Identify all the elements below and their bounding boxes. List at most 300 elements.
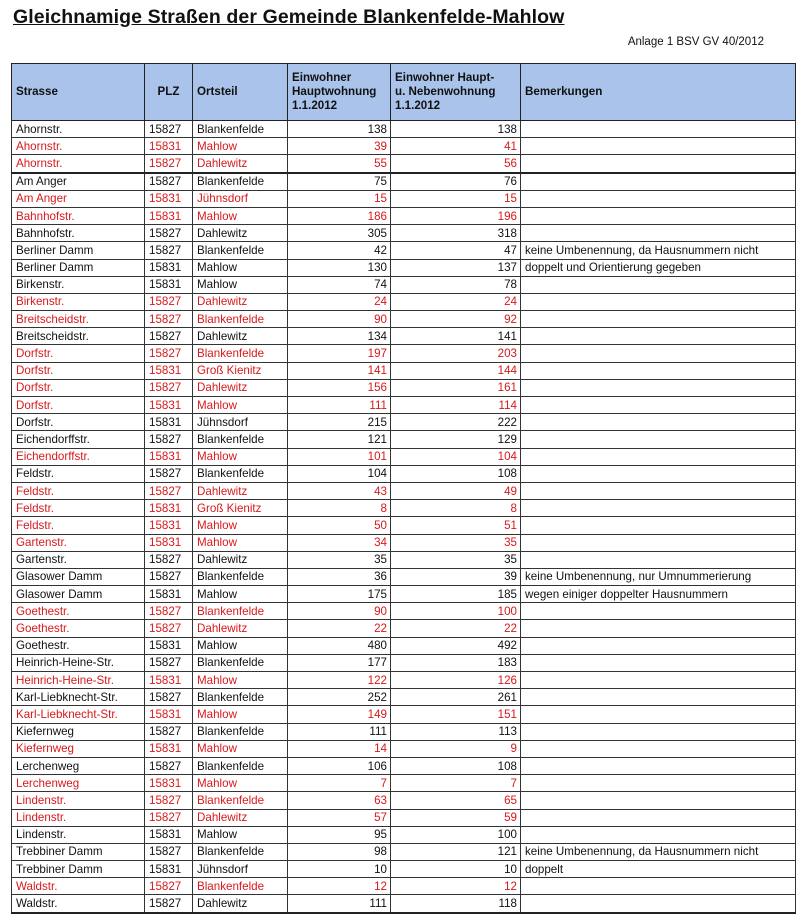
cell-street: Breitscheidstr.: [12, 311, 145, 328]
cell-total-residents: 49: [391, 482, 521, 499]
cell-district: Blankenfelde: [193, 121, 288, 138]
table-row: [12, 603, 796, 620]
cell-plz: 15831: [145, 500, 193, 517]
table-row: [12, 414, 796, 431]
cell-district: Mahlow: [193, 397, 288, 414]
cell-remarks: [521, 121, 796, 138]
cell-plz: 15827: [145, 654, 193, 671]
cell-plz: 15831: [145, 534, 193, 551]
cell-remarks: [521, 878, 796, 895]
cell-total-residents: 56: [391, 155, 521, 173]
table-row: [12, 861, 796, 878]
cell-total-residents: 92: [391, 311, 521, 328]
cell-street: Heinrich-Heine-Str.: [12, 654, 145, 671]
cell-district: Dahlewitz: [193, 895, 288, 913]
table-row: [12, 276, 796, 293]
cell-main-residents: 106: [288, 757, 391, 774]
cell-main-residents: 35: [288, 551, 391, 568]
column-header-plz: PLZ: [145, 64, 193, 121]
cell-street: Dorfstr.: [12, 379, 145, 396]
cell-street: Bahnhofstr.: [12, 225, 145, 242]
cell-main-residents: 42: [288, 242, 391, 259]
cell-plz: 15831: [145, 207, 193, 224]
cell-district: Mahlow: [193, 276, 288, 293]
cell-main-residents: 57: [288, 809, 391, 826]
cell-remarks: [521, 414, 796, 431]
cell-plz: 15831: [145, 448, 193, 465]
table-row: [12, 379, 796, 396]
cell-street: Dorfstr.: [12, 362, 145, 379]
cell-main-residents: 111: [288, 723, 391, 740]
cell-remarks: [521, 603, 796, 620]
cell-total-residents: 222: [391, 414, 521, 431]
cell-main-residents: 15: [288, 190, 391, 207]
cell-district: Blankenfelde: [193, 689, 288, 706]
cell-remarks: [521, 689, 796, 706]
cell-street: Lindenstr.: [12, 809, 145, 826]
cell-remarks: [521, 276, 796, 293]
cell-remarks: [521, 379, 796, 396]
cell-district: Groß Kienitz: [193, 362, 288, 379]
cell-street: Glasower Damm: [12, 586, 145, 603]
cell-district: Blankenfelde: [193, 843, 288, 860]
cell-main-residents: 98: [288, 843, 391, 860]
cell-street: Am Anger: [12, 190, 145, 207]
cell-street: Berliner Damm: [12, 242, 145, 259]
cell-total-residents: 39: [391, 568, 521, 585]
cell-district: Mahlow: [193, 706, 288, 723]
cell-total-residents: 10: [391, 861, 521, 878]
column-header-main-residence: [288, 64, 391, 121]
cell-remarks: [521, 328, 796, 345]
cell-district: Dahlewitz: [193, 225, 288, 242]
cell-total-residents: 144: [391, 362, 521, 379]
cell-main-residents: 95: [288, 826, 391, 843]
cell-main-residents: 111: [288, 895, 391, 913]
cell-main-residents: 177: [288, 654, 391, 671]
cell-plz: 15827: [145, 293, 193, 310]
cell-street: Waldstr.: [12, 878, 145, 895]
table-row: [12, 878, 796, 895]
table-row: [12, 809, 796, 826]
table-row: [12, 207, 796, 224]
cell-main-residents: 90: [288, 311, 391, 328]
annex-reference: Anlage 1 BSV GV 40/2012: [627, 36, 764, 48]
cell-remarks: [521, 155, 796, 173]
cell-district: Dahlewitz: [193, 551, 288, 568]
cell-plz: 15827: [145, 689, 193, 706]
cell-plz: 15831: [145, 517, 193, 534]
column-header-main-and-secondary: [391, 64, 521, 121]
cell-total-residents: 141: [391, 328, 521, 345]
cell-main-residents: 12: [288, 878, 391, 895]
streets-table: [11, 63, 796, 914]
cell-plz: 15831: [145, 826, 193, 843]
cell-remarks: [521, 826, 796, 843]
cell-remarks: [521, 775, 796, 792]
cell-plz: 15827: [145, 173, 193, 191]
table-row: [12, 534, 796, 551]
cell-total-residents: 104: [391, 448, 521, 465]
table-row: [12, 293, 796, 310]
cell-street: Goethestr.: [12, 603, 145, 620]
cell-street: Feldstr.: [12, 517, 145, 534]
cell-main-residents: 134: [288, 328, 391, 345]
cell-remarks: [521, 895, 796, 913]
cell-total-residents: 161: [391, 379, 521, 396]
table-row: [12, 706, 796, 723]
cell-main-residents: 8: [288, 500, 391, 517]
cell-total-residents: 100: [391, 826, 521, 843]
cell-total-residents: 113: [391, 723, 521, 740]
cell-main-residents: 75: [288, 173, 391, 191]
cell-main-residents: 90: [288, 603, 391, 620]
cell-plz: 15831: [145, 740, 193, 757]
table-row: [12, 362, 796, 379]
cell-street: Eichendorffstr.: [12, 448, 145, 465]
table-row: [12, 895, 796, 913]
table-row: [12, 138, 796, 155]
table-row: [12, 620, 796, 637]
cell-district: Mahlow: [193, 586, 288, 603]
cell-total-residents: 76: [391, 173, 521, 191]
cell-total-residents: 108: [391, 757, 521, 774]
table-body: [12, 121, 796, 913]
cell-total-residents: 78: [391, 276, 521, 293]
cell-main-residents: 215: [288, 414, 391, 431]
cell-street: Feldstr.: [12, 500, 145, 517]
cell-district: Mahlow: [193, 517, 288, 534]
cell-district: Mahlow: [193, 207, 288, 224]
cell-plz: 15827: [145, 431, 193, 448]
table-row: [12, 259, 796, 276]
cell-total-residents: 183: [391, 654, 521, 671]
cell-remarks: [521, 637, 796, 654]
cell-remarks: [521, 792, 796, 809]
cell-main-residents: 55: [288, 155, 391, 173]
cell-plz: 15827: [145, 345, 193, 362]
table-row: [12, 723, 796, 740]
cell-main-residents: 111: [288, 397, 391, 414]
cell-main-residents: 175: [288, 586, 391, 603]
cell-district: Blankenfelde: [193, 345, 288, 362]
cell-main-residents: 22: [288, 620, 391, 637]
table-row: [12, 448, 796, 465]
cell-district: Blankenfelde: [193, 242, 288, 259]
cell-district: Dahlewitz: [193, 293, 288, 310]
cell-main-residents: 7: [288, 775, 391, 792]
cell-plz: 15831: [145, 414, 193, 431]
cell-plz: 15827: [145, 225, 193, 242]
cell-district: Blankenfelde: [193, 654, 288, 671]
cell-main-residents: 186: [288, 207, 391, 224]
cell-street: Ahornstr.: [12, 155, 145, 173]
cell-total-residents: 100: [391, 603, 521, 620]
table-row: [12, 345, 796, 362]
cell-remarks: keine Umbenennung, nur Umnummerierung: [521, 568, 796, 585]
cell-total-residents: 318: [391, 225, 521, 242]
cell-main-residents: 36: [288, 568, 391, 585]
table-row: [12, 190, 796, 207]
cell-remarks: wegen einiger doppelter Hausnummern: [521, 586, 796, 603]
cell-street: Dorfstr.: [12, 414, 145, 431]
cell-district: Mahlow: [193, 775, 288, 792]
cell-district: Blankenfelde: [193, 723, 288, 740]
cell-street: Goethestr.: [12, 620, 145, 637]
cell-street: Birkenstr.: [12, 276, 145, 293]
table-row: [12, 517, 796, 534]
cell-main-residents: 63: [288, 792, 391, 809]
cell-street: Birkenstr.: [12, 293, 145, 310]
table-row: [12, 843, 796, 860]
cell-total-residents: 137: [391, 259, 521, 276]
cell-total-residents: 129: [391, 431, 521, 448]
table-row: [12, 328, 796, 345]
cell-total-residents: 114: [391, 397, 521, 414]
cell-plz: 15831: [145, 397, 193, 414]
cell-street: Goethestr.: [12, 637, 145, 654]
cell-total-residents: 51: [391, 517, 521, 534]
cell-total-residents: 185: [391, 586, 521, 603]
cell-remarks: [521, 397, 796, 414]
cell-main-residents: 43: [288, 482, 391, 499]
cell-main-residents: 305: [288, 225, 391, 242]
cell-plz: 15827: [145, 242, 193, 259]
column-header-street: Strasse: [12, 64, 145, 121]
cell-district: Dahlewitz: [193, 328, 288, 345]
cell-total-residents: 7: [391, 775, 521, 792]
table-row: [12, 740, 796, 757]
cell-main-residents: 122: [288, 672, 391, 689]
cell-remarks: [521, 448, 796, 465]
cell-plz: 15831: [145, 362, 193, 379]
cell-street: Karl-Liebknecht-Str.: [12, 689, 145, 706]
cell-street: Lerchenweg: [12, 757, 145, 774]
cell-district: Dahlewitz: [193, 482, 288, 499]
cell-district: Dahlewitz: [193, 620, 288, 637]
cell-street: Karl-Liebknecht-Str.: [12, 706, 145, 723]
cell-total-residents: 151: [391, 706, 521, 723]
cell-district: Mahlow: [193, 672, 288, 689]
cell-plz: 15831: [145, 775, 193, 792]
table-row: [12, 672, 796, 689]
cell-district: Blankenfelde: [193, 603, 288, 620]
cell-plz: 15831: [145, 706, 193, 723]
header-main-line2: Hauptwohnung: [292, 85, 377, 98]
cell-main-residents: 197: [288, 345, 391, 362]
cell-main-residents: 101: [288, 448, 391, 465]
cell-remarks: [521, 706, 796, 723]
table-row: [12, 792, 796, 809]
cell-remarks: [521, 757, 796, 774]
cell-street: Trebbiner Damm: [12, 843, 145, 860]
cell-district: Mahlow: [193, 826, 288, 843]
cell-total-residents: 12: [391, 878, 521, 895]
cell-main-residents: 480: [288, 637, 391, 654]
cell-plz: 15827: [145, 843, 193, 860]
cell-main-residents: 121: [288, 431, 391, 448]
table-row: [12, 500, 796, 517]
header-both-line2: u. Nebenwohnung: [395, 85, 496, 98]
cell-total-residents: 261: [391, 689, 521, 706]
cell-remarks: [521, 620, 796, 637]
cell-district: Groß Kienitz: [193, 500, 288, 517]
cell-district: Blankenfelde: [193, 431, 288, 448]
cell-district: Dahlewitz: [193, 809, 288, 826]
cell-district: Blankenfelde: [193, 568, 288, 585]
cell-street: Dorfstr.: [12, 397, 145, 414]
cell-total-residents: 24: [391, 293, 521, 310]
table-row: [12, 775, 796, 792]
cell-plz: 15831: [145, 672, 193, 689]
cell-total-residents: 65: [391, 792, 521, 809]
cell-main-residents: 14: [288, 740, 391, 757]
cell-district: Mahlow: [193, 448, 288, 465]
cell-remarks: [521, 207, 796, 224]
cell-plz: 15827: [145, 379, 193, 396]
document-title: Gleichnamige Straßen der Gemeinde Blankenfelde-Mahlow: [13, 6, 565, 28]
cell-total-residents: 492: [391, 637, 521, 654]
header-both-line3: 1.1.2012: [395, 99, 441, 112]
cell-main-residents: 138: [288, 121, 391, 138]
table-row: [12, 173, 796, 191]
cell-street: Kiefernweg: [12, 723, 145, 740]
cell-remarks: [521, 500, 796, 517]
cell-district: Mahlow: [193, 138, 288, 155]
cell-total-residents: 41: [391, 138, 521, 155]
cell-street: Dorfstr.: [12, 345, 145, 362]
cell-remarks: [521, 482, 796, 499]
cell-plz: 15827: [145, 809, 193, 826]
cell-street: Berliner Damm: [12, 259, 145, 276]
cell-remarks: [521, 517, 796, 534]
cell-district: Blankenfelde: [193, 878, 288, 895]
cell-main-residents: 74: [288, 276, 391, 293]
cell-remarks: [521, 311, 796, 328]
table-row: [12, 482, 796, 499]
cell-district: Blankenfelde: [193, 465, 288, 482]
cell-street: Lerchenweg: [12, 775, 145, 792]
cell-plz: 15827: [145, 620, 193, 637]
cell-remarks: [521, 362, 796, 379]
cell-street: Bahnhofstr.: [12, 207, 145, 224]
cell-remarks: keine Umbenennung, da Hausnummern nicht: [521, 843, 796, 860]
cell-total-residents: 138: [391, 121, 521, 138]
cell-plz: 15827: [145, 155, 193, 173]
cell-total-residents: 196: [391, 207, 521, 224]
cell-street: Ahornstr.: [12, 138, 145, 155]
cell-district: Jühnsdorf: [193, 190, 288, 207]
cell-district: Mahlow: [193, 637, 288, 654]
cell-main-residents: 130: [288, 259, 391, 276]
cell-remarks: [521, 431, 796, 448]
table-row: [12, 689, 796, 706]
table-row: [12, 121, 796, 138]
table-row: [12, 637, 796, 654]
cell-street: Lindenstr.: [12, 792, 145, 809]
cell-total-residents: 47: [391, 242, 521, 259]
cell-remarks: [521, 190, 796, 207]
cell-main-residents: 24: [288, 293, 391, 310]
cell-district: Mahlow: [193, 534, 288, 551]
cell-street: Waldstr.: [12, 895, 145, 913]
cell-street: Lindenstr.: [12, 826, 145, 843]
table-row: [12, 654, 796, 671]
cell-plz: 15827: [145, 482, 193, 499]
cell-plz: 15831: [145, 138, 193, 155]
cell-total-residents: 203: [391, 345, 521, 362]
cell-plz: 15827: [145, 603, 193, 620]
cell-main-residents: 34: [288, 534, 391, 551]
cell-remarks: [521, 809, 796, 826]
header-both-line1: Einwohner Haupt-: [395, 71, 495, 84]
cell-street: Feldstr.: [12, 465, 145, 482]
cell-plz: 15827: [145, 568, 193, 585]
cell-district: Mahlow: [193, 740, 288, 757]
cell-district: Jühnsdorf: [193, 414, 288, 431]
cell-remarks: doppelt und Orientierung gegeben: [521, 259, 796, 276]
cell-remarks: [521, 672, 796, 689]
cell-remarks: [521, 723, 796, 740]
table-row: [12, 826, 796, 843]
cell-plz: 15827: [145, 121, 193, 138]
table-row: [12, 311, 796, 328]
cell-street: Trebbiner Damm: [12, 861, 145, 878]
cell-street: Breitscheidstr.: [12, 328, 145, 345]
cell-plz: 15827: [145, 792, 193, 809]
cell-total-residents: 9: [391, 740, 521, 757]
cell-main-residents: 10: [288, 861, 391, 878]
table-row: [12, 242, 796, 259]
cell-street: Glasower Damm: [12, 568, 145, 585]
cell-district: Dahlewitz: [193, 155, 288, 173]
table-row: [12, 225, 796, 242]
cell-street: Ahornstr.: [12, 121, 145, 138]
table-row: [12, 465, 796, 482]
table-row: [12, 551, 796, 568]
column-header-district: Ortsteil: [193, 64, 288, 121]
cell-plz: 15827: [145, 723, 193, 740]
cell-district: Blankenfelde: [193, 757, 288, 774]
cell-remarks: doppelt: [521, 861, 796, 878]
cell-total-residents: 108: [391, 465, 521, 482]
cell-remarks: [521, 534, 796, 551]
table-header-row: [12, 64, 796, 121]
cell-total-residents: 126: [391, 672, 521, 689]
cell-main-residents: 156: [288, 379, 391, 396]
cell-street: Eichendorffstr.: [12, 431, 145, 448]
cell-plz: 15831: [145, 276, 193, 293]
cell-district: Jühnsdorf: [193, 861, 288, 878]
cell-plz: 15827: [145, 311, 193, 328]
cell-remarks: [521, 225, 796, 242]
column-header-remarks: Bemerkungen: [521, 64, 796, 121]
cell-plz: 15831: [145, 586, 193, 603]
header-main-line3: 1.1.2012: [292, 99, 338, 112]
cell-main-residents: 39: [288, 138, 391, 155]
table-row: [12, 397, 796, 414]
cell-street: Kiefernweg: [12, 740, 145, 757]
table-row: [12, 568, 796, 585]
cell-main-residents: 252: [288, 689, 391, 706]
cell-remarks: [521, 345, 796, 362]
cell-street: Gartenstr.: [12, 551, 145, 568]
cell-plz: 15831: [145, 259, 193, 276]
cell-main-residents: 141: [288, 362, 391, 379]
cell-remarks: keine Umbenennung, da Hausnummern nicht: [521, 242, 796, 259]
cell-street: Gartenstr.: [12, 534, 145, 551]
cell-total-residents: 35: [391, 534, 521, 551]
